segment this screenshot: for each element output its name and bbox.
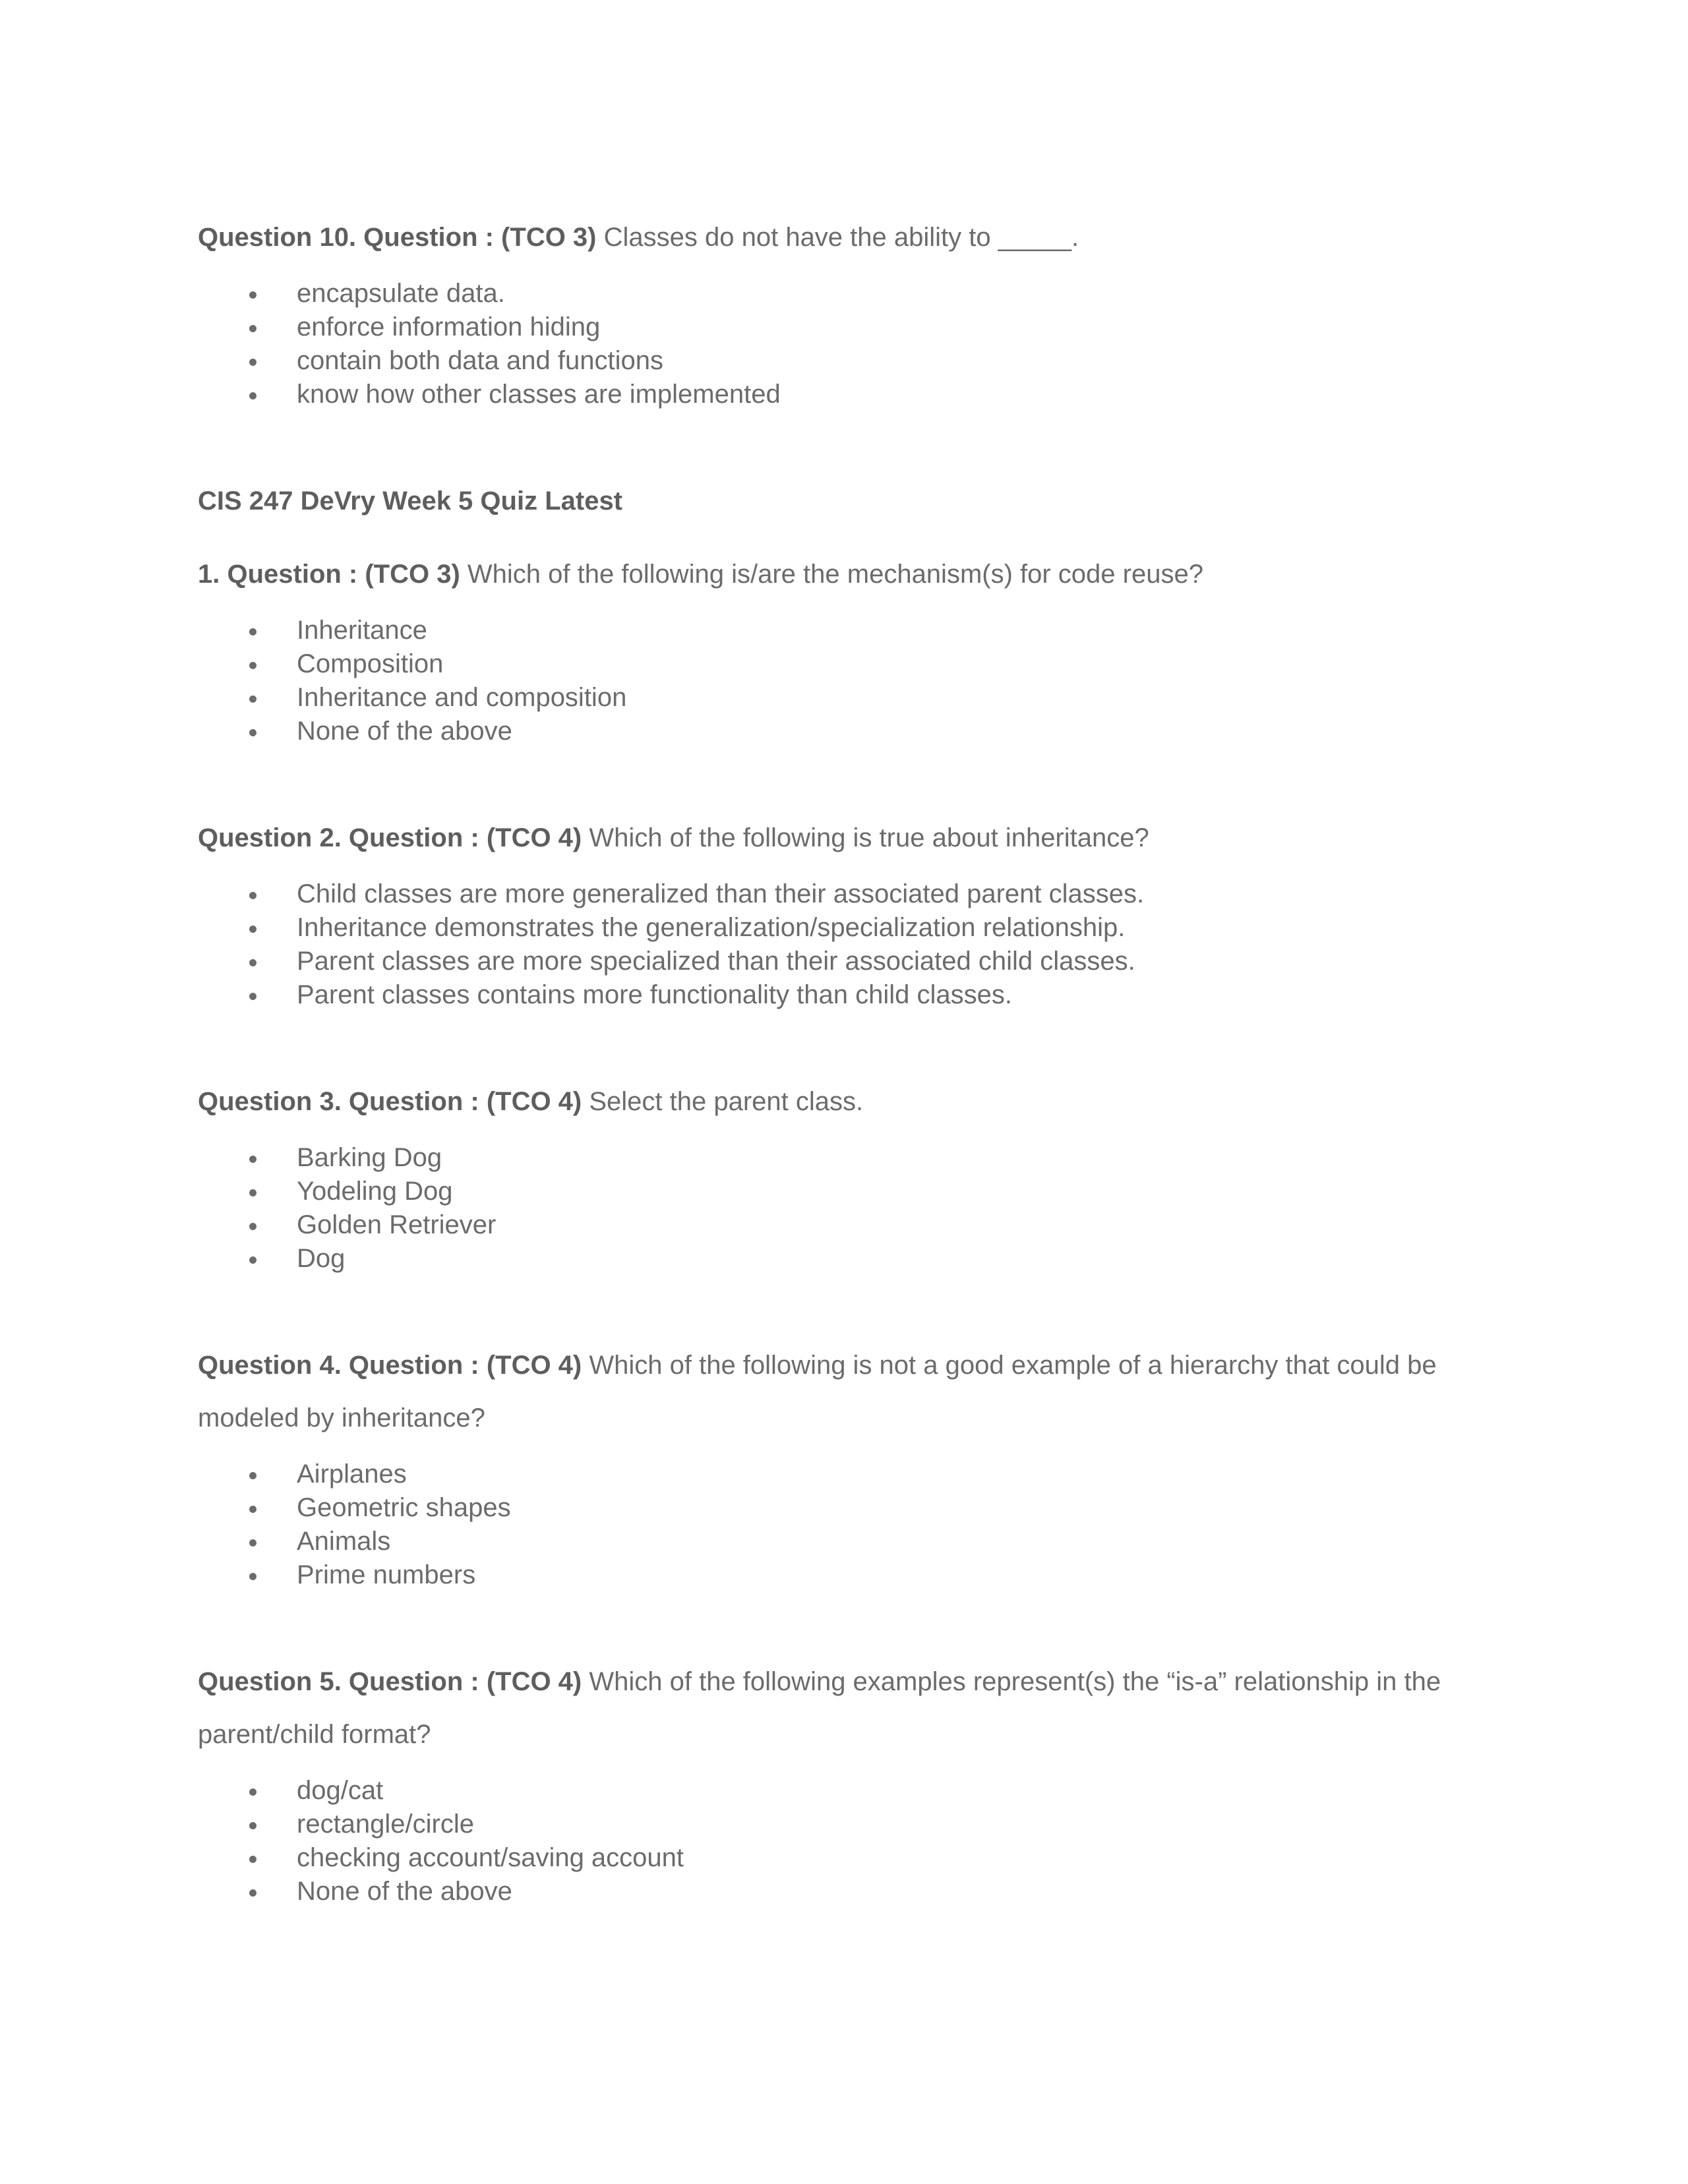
question-block (198, 548, 1490, 748)
list-item: Parent classes are more specialized than their associated child classes. (198, 945, 1490, 978)
question-prefix: Question 2. Question : (TCO 4) (198, 823, 582, 852)
question-text (198, 548, 1490, 601)
question-text (198, 1339, 1490, 1444)
option-list (198, 614, 1490, 748)
question-text (198, 812, 1490, 864)
list-item: Yodeling Dog (198, 1175, 1490, 1208)
list-item: Parent classes contains more functionality than child classes. (198, 978, 1490, 1012)
question-prefix: Question 3. Question : (TCO 4) (198, 1087, 582, 1116)
question-body: Which of the following is not a good example of a hierarchy that could be modeled by inheritance? (198, 1351, 1437, 1432)
section-heading-block (198, 475, 1490, 527)
list-item: encapsulate data. (198, 277, 1490, 310)
question-block (198, 812, 1490, 1012)
question-body: Classes do not have the ability to _____. (596, 223, 1079, 252)
question-block (198, 1075, 1490, 1276)
list-item: Animals (198, 1525, 1490, 1558)
list-item: Inheritance and composition (198, 681, 1490, 715)
list-item: rectangle/circle (198, 1808, 1490, 1841)
list-item: enforce information hiding (198, 310, 1490, 344)
list-item: Inheritance (198, 614, 1490, 647)
question-body: Which of the following is/are the mechanism(s) for code reuse? (460, 560, 1203, 589)
list-item: Airplanes (198, 1458, 1490, 1491)
list-item: Prime numbers (198, 1558, 1490, 1592)
question-block (198, 211, 1490, 411)
option-list (198, 1774, 1490, 1908)
option-list (198, 277, 1490, 411)
question-prefix: Question 10. Question : (TCO 3) (198, 223, 597, 252)
list-item: know how other classes are implemented (198, 378, 1490, 411)
question-body: Which of the following examples represent(s) the “is-a” relationship in the parent/child format? (198, 1667, 1441, 1749)
list-item: Child classes are more generalized than their associated parent classes. (198, 877, 1490, 911)
question-body: Select the parent class. (582, 1087, 864, 1116)
question-prefix: 1. Question : (TCO 3) (198, 560, 460, 589)
option-list (198, 1141, 1490, 1276)
question-body: Which of the following is true about inheritance? (582, 823, 1149, 852)
list-item: Inheritance demonstrates the generalization/specialization relationship. (198, 911, 1490, 945)
list-item: Composition (198, 647, 1490, 681)
option-list (198, 1458, 1490, 1592)
list-item: Golden Retriever (198, 1208, 1490, 1242)
list-item: contain both data and functions (198, 344, 1490, 378)
question-text (198, 1075, 1490, 1128)
list-item: Barking Dog (198, 1141, 1490, 1175)
question-text (198, 1655, 1490, 1761)
question-prefix: Question 5. Question : (TCO 4) (198, 1667, 582, 1696)
question-block (198, 1655, 1490, 1908)
list-item: None of the above (198, 715, 1490, 748)
option-list (198, 877, 1490, 1012)
list-item: Dog (198, 1242, 1490, 1276)
list-item: Geometric shapes (198, 1491, 1490, 1525)
question-text (198, 211, 1490, 264)
list-item: None of the above (198, 1875, 1490, 1908)
question-block (198, 1339, 1490, 1592)
section-heading: CIS 247 DeVry Week 5 Quiz Latest (198, 487, 623, 516)
list-item: checking account/saving account (198, 1841, 1490, 1875)
list-item: dog/cat (198, 1774, 1490, 1808)
question-prefix: Question 4. Question : (TCO 4) (198, 1351, 582, 1380)
